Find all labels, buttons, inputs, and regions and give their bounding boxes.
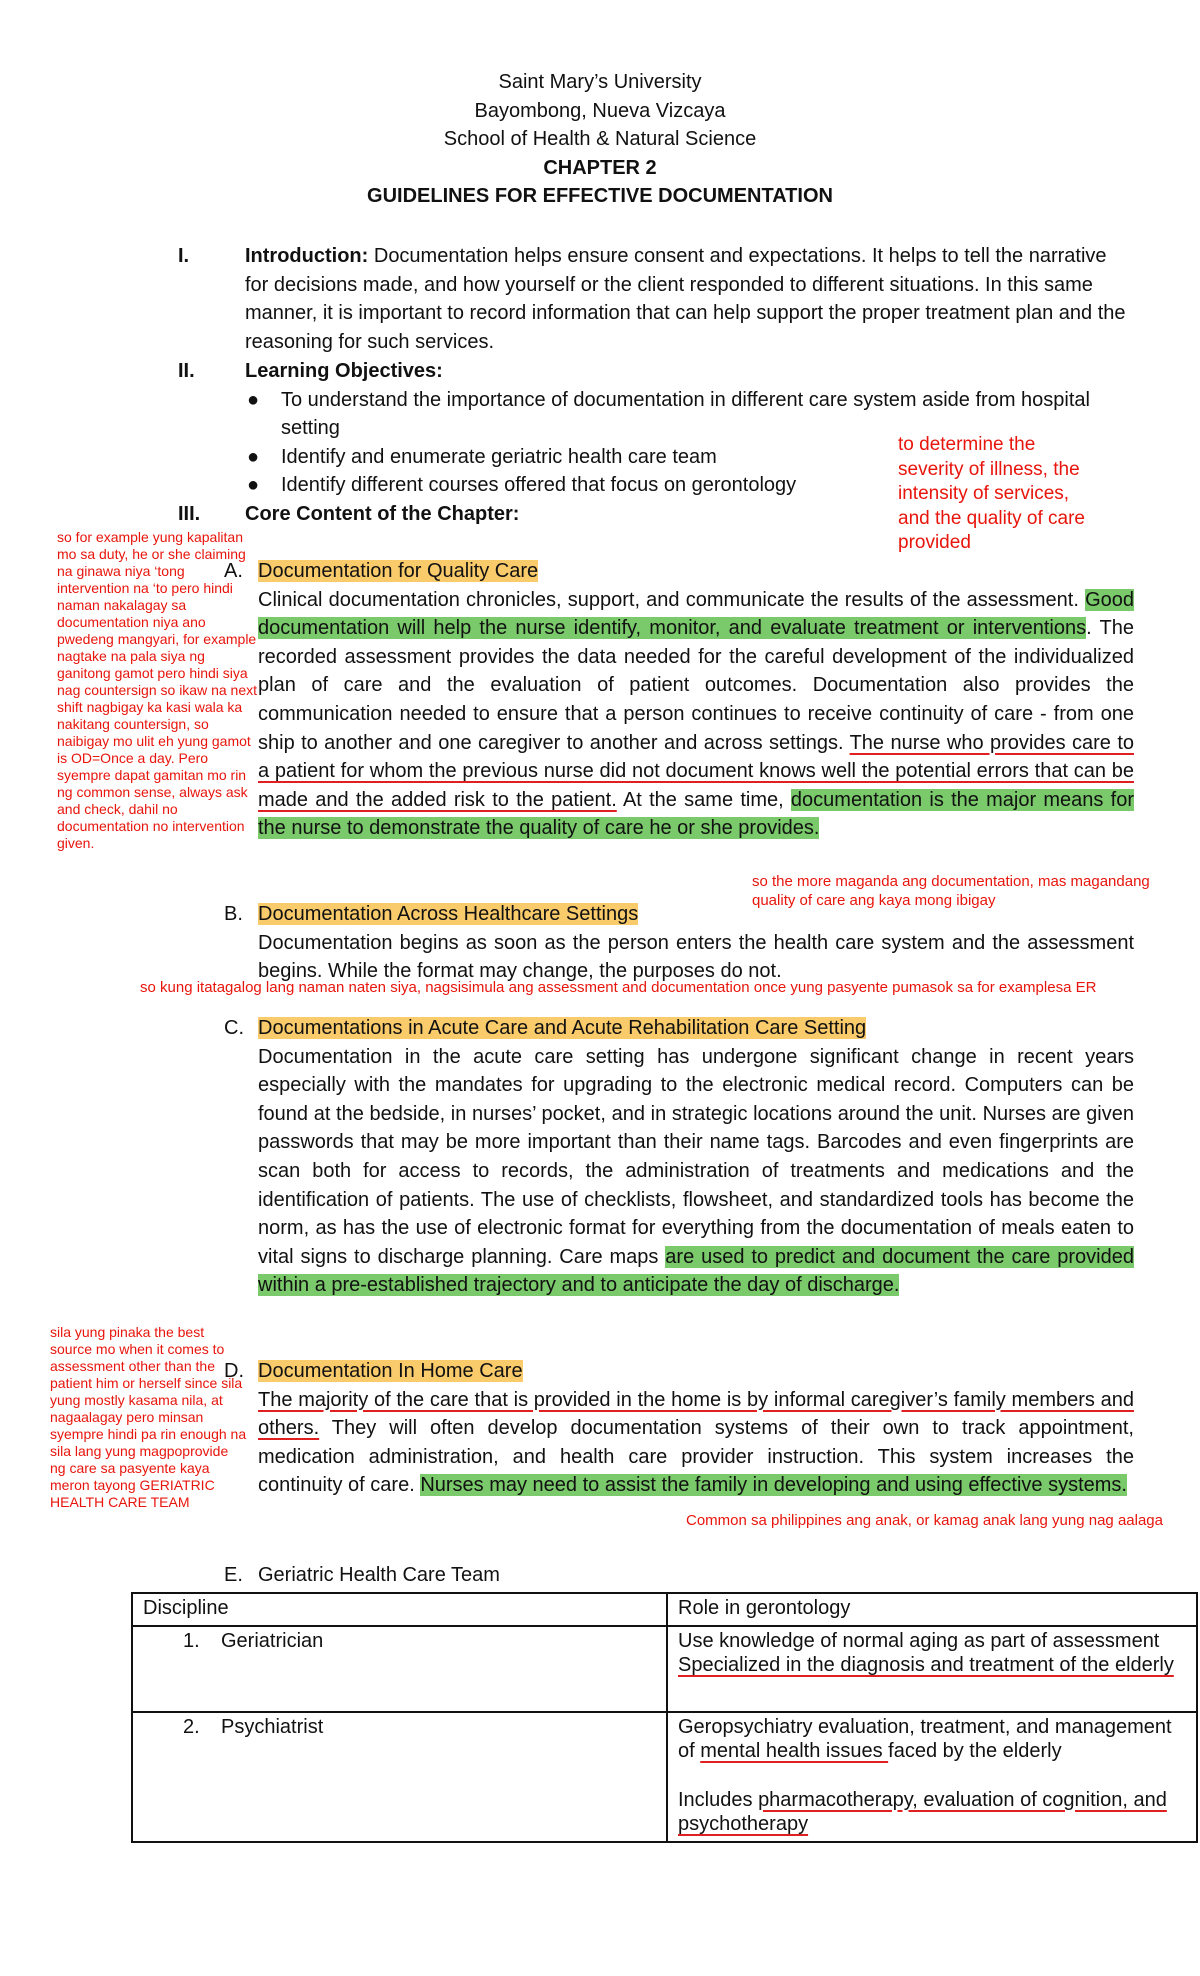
section-b-body: Documentation begins as soon as the person enters the health care system and the assessment begins. While the format may change, the purposes do not. [258, 931, 1134, 983]
section-e-letter: E. [224, 1564, 243, 1586]
annotation-section-b: so kung itatagalog lang naman naten siya, nagsisimula ang assessment and documentation once yung pasyente pumasok sa for examplesa ER [140, 979, 1097, 996]
intro-label: Introduction: [245, 245, 369, 267]
university-location: Bayombong, Nueva Vizcaya [474, 99, 726, 122]
document-header [0, 68, 1200, 211]
section-c-letter: C. [224, 1017, 244, 1039]
highlight: are used to predict and document the care provided within a pre-established trajectory and to anticipate the day of discharge. [258, 1245, 1134, 1297]
highlight: documentation is the major means for the nurse to demonstrate the quality of care he or she provides. [258, 788, 1135, 840]
table-cell: 2. Psychiatrist [132, 1712, 667, 1842]
objective-item: ● Identify and enumerate geriatric health care team [245, 443, 881, 472]
table-header-row [132, 1593, 1197, 1626]
section-d-letter: D. [224, 1360, 244, 1382]
intro-numeral: I. [178, 245, 190, 267]
university-name: Saint Mary’s University [498, 71, 702, 93]
intro-section [170, 242, 1130, 356]
section-e [224, 1561, 1134, 1590]
section-b-title: Documentation Across Healthcare Settings [258, 903, 639, 925]
table-header: Discipline [132, 1593, 667, 1626]
objective-item: ● Identify different courses offered that focus on gerontology [245, 471, 881, 500]
section-c-body: Documentation in the acute care setting has undergone significant change in recent years especially with the mandates for upgrading to the electronic medical record. Computers can be found at the bedside, in nurses’ pocket, and in strategic locations around the unit. Nurses are given passwords that may be more important than their name tags. Barcodes and even fingerprints are scan both for access to records, the administration of treatments and medications and the identification of patients. The use of checklists, flowsheet, and standardized tools has become the norm, as has the use of electronic format for everything from the documentation of meals eaten to vital signs to discharge planning. Care maps are used to predict and document the care provided within a pre-established trajectory and to anticipate the day of discharge. [258, 1045, 1134, 1297]
underline: The nurse who provides care to a patient for whom the previous nurse did not document knows well the potential errors that can be made and the added risk to the patient. [258, 731, 1134, 811]
chapter-label: CHAPTER 2 [543, 156, 657, 179]
section-a-body: Clinical documentation chronicles, support, and communicate the results of the assessment. Good documentation will help the nurse identify, monitor, and evaluate treatment or interventions. The recorded assessment provides the data needed for the careful development of the individualized plan of care and the evaluation of patient outcomes. Documentation also provides the communication needed to ensure that a person continues to receive continuity of care - from one ship to another and one caregiver to another and across settings. The nurse who provides care to a patient for whom the previous nurse did not document knows well the potential errors that can be made and the added risk to the patient. At the same time, documentation is the major means for the nurse to demonstrate the quality of care he or she provides. [258, 588, 1135, 840]
table-cell: Geropsychiatry evaluation, treatment, and management of mental health issues faced by the elderly Includes pharmacotherapy, evaluation of cognition, and psychotherapy [667, 1712, 1197, 1842]
section-b [224, 900, 1134, 986]
annotation-section-a-right: so the more maganda ang documentation, mas magandang quality of care ang kaya mong ibigay [752, 873, 1150, 909]
section-a [224, 557, 1135, 843]
section-d-body: The majority of the care that is provided in the home is by informal caregiver’s family members and others. They will often develop documentation systems of their own to track appointment, medication administration, and health care provider instruction. This system increases the continuity of care. Nurses may need to assist the family in developing and using effective systems. [258, 1388, 1134, 1497]
underline: mental health issues [700, 1740, 889, 1762]
objective-item: ● To understand the importance of documentation in different care system aside from hospital setting [245, 386, 1130, 443]
table-header: Role in gerontology [667, 1593, 1197, 1626]
table-row [132, 1712, 1197, 1842]
section-b-letter: B. [224, 903, 243, 925]
section-d-title: Documentation In Home Care [258, 1360, 523, 1382]
bullet-icon: ● [247, 474, 260, 497]
intro-text: Documentation helps ensure consent and expectations. It helps to tell the narrative for decisions made, and how yourself or the client responded to different situations. In this same manner, it is important to record information that can help support the proper treatment plan and the reasoning for such services. [245, 245, 1126, 353]
section-c-title: Documentations in Acute Care and Acute Rehabilitation Care Setting [258, 1017, 867, 1039]
table-cell: 1. Geriatrician [132, 1626, 667, 1712]
underline: pharmacotherapy, evaluation of cognition, and psychotherapy [678, 1788, 1167, 1835]
table-row [132, 1626, 1197, 1712]
highlight: Good documentation will help the nurse identify, monitor, and evaluate treatment or interventions [258, 588, 1134, 640]
annotation-section-d-left: sila yung pinaka the best source mo when it comes to assessment other than the patient him or herself since sila yung mostly kasama nila, at nagaalagay pero minsan syempre hindi pa rin enough na sila lang yung magpoprovide ng care sa pasyente kaya meron tayong GERIATRIC HEALTH CARE TEAM [50, 1324, 247, 1510]
section-a-letter: A. [224, 560, 243, 582]
annotation-section-a-left: so for example yung kapalitan mo sa duty, he or she claiming na ginawa niya ‘tong intervention na ‘to pero hindi naman nakalagay sa documentation niya ano pwedeng mangyari, for example nagtake na pala siya ng ganitong gamot pero hindi siya nag countersign so ikaw na next shift nagbigay ka kasi wala ka nakitang countersign, so naibigay mo ulit eh yung gamot is OD=Once a day. Pero syempre dapat gamitan mo rin ng common sense, always ask and check, dahil no documentation no intervention given. [57, 529, 258, 851]
underline: Specialized in the diagnosis and treatment of the elderly [678, 1654, 1174, 1676]
section-d [224, 1357, 1134, 1500]
geriatric-team-table [131, 1592, 1198, 1843]
table-cell: Use knowledge of normal aging as part of assessment Specialized in the diagnosis and treatment of the elderly [667, 1626, 1197, 1712]
chapter-title: GUIDELINES FOR EFFECTIVE DOCUMENTATION [367, 185, 833, 207]
section-e-title: Geriatric Health Care Team [258, 1564, 500, 1586]
section-c [224, 1014, 1134, 1300]
annotation-section-d-right: Common sa philippines ang anak, or kamag anak lang yung nag aalaga [686, 1512, 1163, 1529]
objectives-numeral: II. [178, 360, 195, 382]
section-a-title: Documentation for Quality Care [258, 560, 539, 582]
annotation-objectives: to determine the severity of illness, the intensity of services, and the quality of care provided [898, 434, 1085, 553]
highlight: Nurses may need to assist the family in developing and using effective systems. [420, 1474, 1127, 1497]
bullet-icon: ● [247, 388, 260, 411]
objectives-label: Learning Objectives: [245, 360, 443, 382]
school-name: School of Health & Natural Science [443, 128, 757, 150]
core-label: Core Content of the Chapter: [245, 503, 520, 525]
underline: The majority of the care that is provided in the home is by informal caregiver’s family members and others. [258, 1388, 1134, 1440]
bullet-icon: ● [247, 445, 260, 468]
core-numeral: III. [178, 503, 201, 525]
